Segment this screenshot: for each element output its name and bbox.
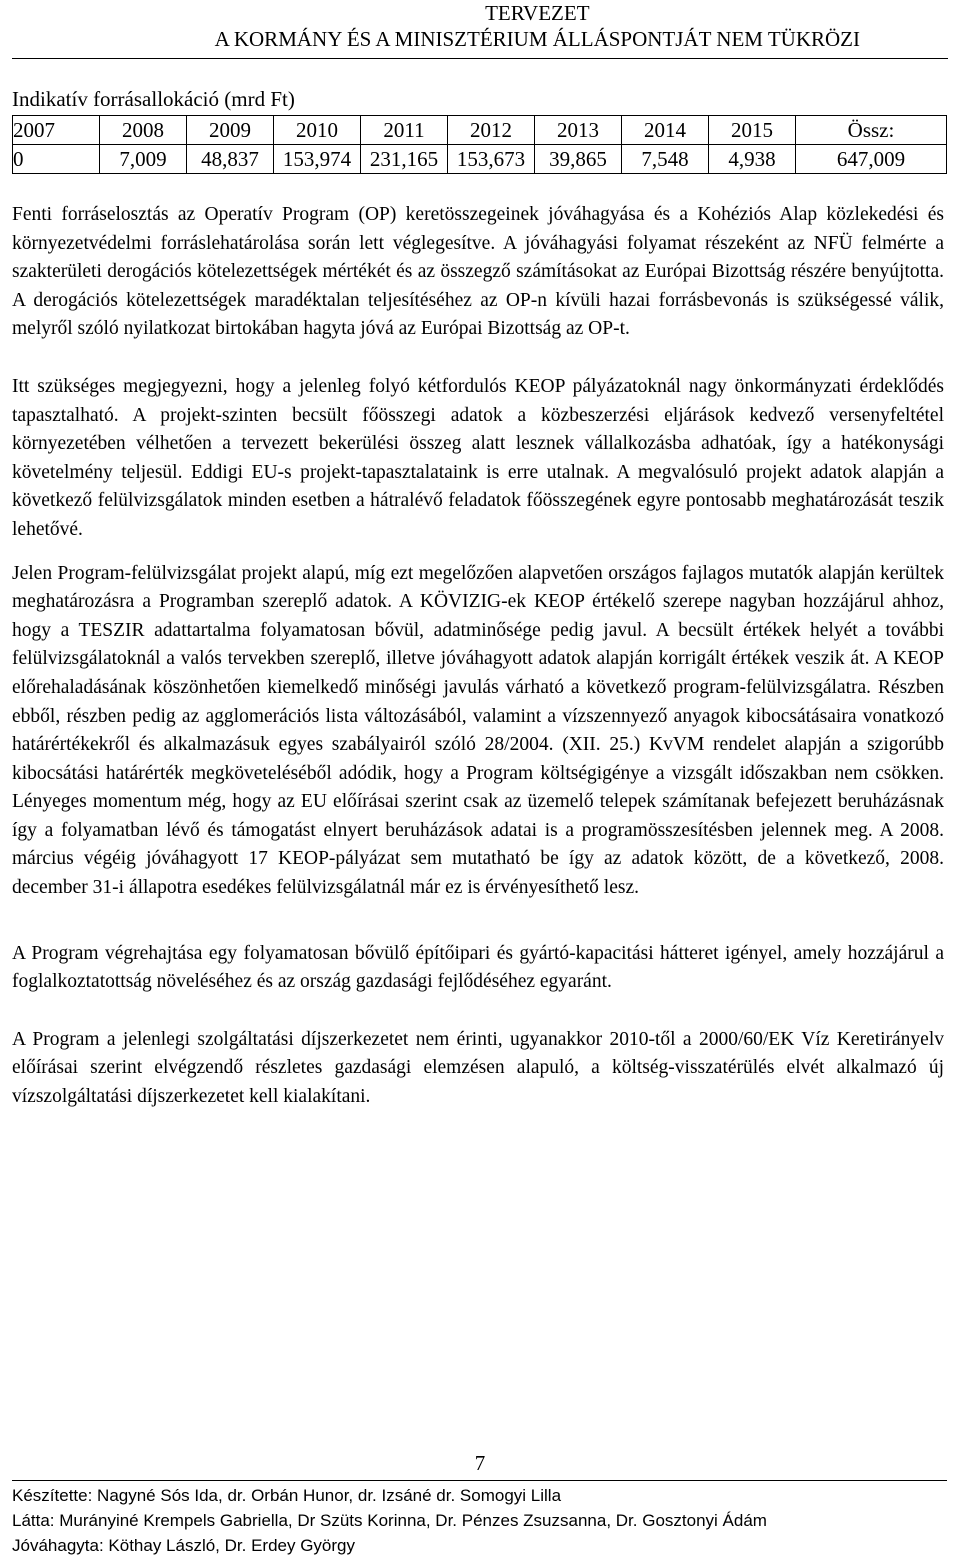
paragraph: A Program végrehajtása egy folyamatosan bővülő építőipari és gyártó-kapacitási hátteret igényel, amely hozzájárul a foglalkoztatottság növeléséhez és az ország gazdasági fejlődéséhez egyaránt. [12,942,944,993]
paragraph: Fenti forráselosztás az Operatív Program (OP) keretösszegeinek jóváhagyása és a Kohéziós Alap közlekedési és környezetvédelmi forráslehatárolása során lett véglegesítve. A jóváhagyási folyamat részeként az NFÜ felmérte a szakterületi derogációs kötelezettségek mértékét és az összegző számításokat az Európai Bizottság részére benyújtotta. A derogációs kötelezettségek maradéktalan teljesítéséhez az OP-n kívüli hazai forrásbevonás is szükségessé válik, melyről szóló nyilatkozat birtokában hagyta jóvá az Európai Bizottság az OP-t. [12,204,944,340]
year-cell: 2010 [274,116,361,145]
document-footer [12,1480,947,1558]
table-row-years [13,116,947,145]
paragraph: A Program a jelenlegi szolgáltatási díjszerkezetet nem érinti, ugyanakkor 2010-től a 2000/60/EK Víz Keretirányelv előírásai szerint elvégzendő részletes gazdasági elemzésen alapuló, a költség-visszatérülés elvét alkalmazó új vízszolgáltatási díjszerkezetet kell kialakítani. [12,1028,944,1108]
header-divider [12,58,948,59]
paragraph: Jelen Program-felülvizsgálat projekt alapú, míg ezt megelőzően alapvetően országos fajlagos mutatók alapján kerültek meghatározásra a Programban szereplő adatok. A KÖVIZIG-ek KEOP értékelő szerepe nagyban hozzájárul ahhoz, hogy a TESZIR adattartalma folyamatosan bővül, adatminősége pedig javul. A becsült értékek helyét a további felülvizsgálatoknál a valós tervekben szereplő, illetve jóváhagyott adatok alapján korrigált értékek veszik át. A KEOP előrehaladásának köszönhetően kiemelkedő minőségi javulás várható a következő program-felülvizsgálatra. Részben ebből, részben pedig az agglomerációs lista változásából, valamint a vízszennyező anyagok kibocsátásaira vonatkozó határértékekről és alkalmazásuk egyes szabályairól szóló 28/2004. (XII. 25.) KvVM rendelet alapján a szigorúbb kibocsátási határérték megköveteléséből adódik, hogy a Program költségigénye a vizsgált időszakban nem csökken. Lényeges momentum még, hogy az EU előírásai szerint csak az üzemelő telepek számítanak befejezett beruházásnak így a folyamatban lévő és támogatást elnyert beruházások adatai is a programösszesítésben jelennek meg. A 2008. március végéig jóváhagyott 17 KEOP-pályázat sem mutatható be így az adatok között, de a következő, 2008. december 31-i állapotra esedékes felülvizsgálatnál már ez is érvényesíthető lesz. [12,562,944,899]
year-cell: 2009 [187,116,274,145]
footer-prepared-by: Készítette: Nagyné Sós Ida, dr. Orbán Hunor, dr. Izsáné dr. Somogyi Lilla [12,1486,562,1505]
value-cell: 231,165 [361,145,448,174]
value-cell: 7,009 [100,145,187,174]
value-cell: 48,837 [187,145,274,174]
year-cell: 2012 [448,116,535,145]
allocation-table [12,115,947,174]
year-cell: 2013 [535,116,622,145]
page-number: 7 [474,1451,486,1475]
disclaimer-label: A KORMÁNY ÉS A MINISZTÉRIUM ÁLLÁSPONTJÁT NEM TÜKRÖZI [214,27,860,51]
paragraph: Itt szükséges megjegyezni, hogy a jelenleg folyó kétfordulós KEOP pályázatoknál nagy önkormányzati érdeklődés tapasztalható. A projekt-szinten becsült főösszegi adatok a közbeszerzési eljárások kedvező versenyfeltétel környezetében vélhetően a tervezett bekerülési összeg alatt lesznek vállalkozásba adhatóak, így a hatékonysági követelmény teljesül. Eddigi EU-s projekt-tapasztalataink is erre utalnak. A megvalósuló projekt adatok alapján a következő felülvizsgálatok minden esetben a hátralévő feladatok főösszegének egyre pontosabb meghatározását teszik lehetővé. [12,375,944,540]
year-cell: 2008 [100,116,187,145]
value-cell: 7,548 [622,145,709,174]
table-row-values [13,145,947,174]
year-cell: 2007 [13,116,100,145]
total-value-cell: 647,009 [796,145,947,174]
document-header [215,0,860,52]
total-header-cell: Össz: [796,116,947,145]
allocation-title: Indikatív forrásallokáció (mrd Ft) [12,87,295,111]
footer-approved-by: Jóváhagyta: Köthay László, Dr. Erdey György [12,1536,356,1555]
value-cell: 39,865 [535,145,622,174]
year-cell: 2011 [361,116,448,145]
year-cell: 2015 [709,116,796,145]
document-body [12,201,944,1112]
year-cell: 2014 [622,116,709,145]
value-cell: 0 [13,145,100,174]
footer-reviewed-by: Látta: Murányiné Krempels Gabriella, Dr Szüts Korinna, Dr. Pénzes Zsuzsanna, Dr. Gosztonyi Ádám [12,1511,767,1530]
value-cell: 153,673 [448,145,535,174]
value-cell: 4,938 [709,145,796,174]
draft-label: TERVEZET [485,1,590,25]
value-cell: 153,974 [274,145,361,174]
